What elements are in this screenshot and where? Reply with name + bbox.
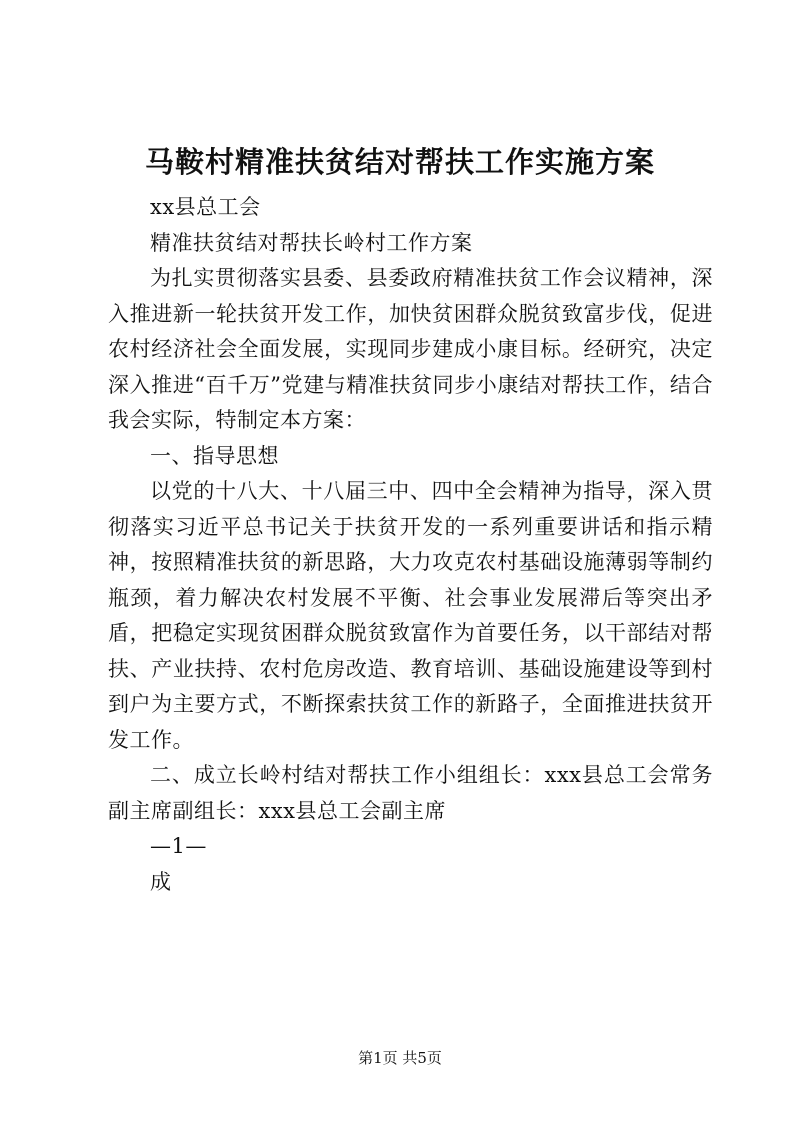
document-title: 马鞍村精准扶贫结对帮扶工作实施方案 [144,145,655,179]
issuer-line: xx县总工会 [150,195,261,219]
section-heading-guiding-ideology: 一、指导思想 [150,443,279,468]
working-group-paragraph: 二、成立长岭村结对帮扶工作小组组长：xxx县总工会常务副主席副组长：xxx县总工会副主席 [108,763,713,823]
document-body [108,190,713,900]
subtitle-line: 精准扶贫结对帮扶长岭村工作方案 [150,230,473,255]
inline-page-marker: —1— [150,834,207,858]
continued-text: 成 [150,869,172,894]
page-footer: 第1页 共5页 [358,1049,442,1067]
intro-paragraph: 为扎实贯彻落实县委、县委政府精准扶贫工作会议精神，深入推进新一轮扶贫开发工作，加快贫困群众脱贫致富步伐，促进农村经济社会全面发展，实现同步建成小康目标。经研究，决定深入推进“百千万”党建与精准扶贫同步小康结对帮扶工作，结合我会实际，特制定本方案： [108,266,713,432]
guiding-ideology-paragraph: 以党的十八大、十八届三中、四中全会精神为指导，深入贯彻落实习近平总书记关于扶贫开发的一系列重要讲话和指示精神，按照精准扶贫的新思路，大力攻克农村基础设施薄弱等制约瓶颈，着力解决农村发展不平衡、社会事业发展滞后等突出矛盾，把稳定实现贫困群众脱贫致富作为首要任务，以干部结对帮扶、产业扶持、农村危房改造、教育培训、基础设施建设等到村到户为主要方式，不断探索扶贫工作的新路子，全面推进扶贫开发工作。 [108,479,713,752]
